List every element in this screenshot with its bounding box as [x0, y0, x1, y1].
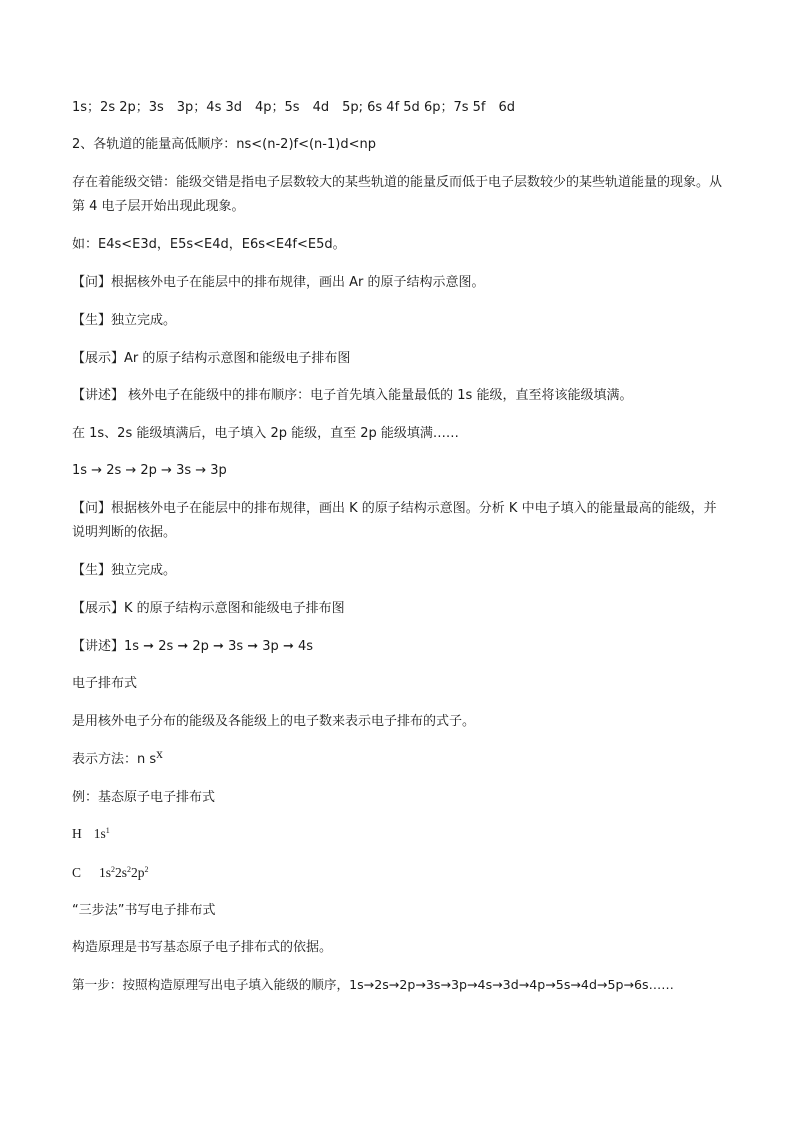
config-part: 2p [131, 865, 145, 880]
orbital-order-line: 1s；2s 2p；3s 3p；4s 3d 4p；5s 4d 5p; 6s 4f 5d 6p；7s 5f 6d [72, 100, 516, 115]
config-exponent: 2 [127, 865, 132, 874]
hydrogen-config-line [72, 822, 723, 846]
question-k-paragraph: 【问】根据核外电子在能层中的排布规律，画出 K 的原子结构示意图。分析 K 中电子填入的能量最高的能级，并说明判断的依据。 [72, 501, 717, 540]
question-ar-line: 【问】根据核外电子在能层中的排布规律，画出 Ar 的原子结构示意图。 [72, 275, 485, 290]
notation-text: 表示方法：n s [72, 752, 157, 767]
example-heading-line: 例：基态原子电子排布式 [72, 790, 216, 805]
element-symbol-h: H [72, 826, 82, 841]
notation-line [72, 748, 723, 772]
element-symbol-c: C [72, 865, 82, 880]
config-part: 2s [115, 865, 128, 880]
step-one-line: 第一步：按照构造原理写出电子填入能级的顺序，1s→2s→2p→3s→3p→4s→3d→4p→5s→4d→5p→6s…… [72, 977, 674, 992]
energy-crossing-paragraph: 存在着能级交错：能级交错是指电子层数较大的某些轨道的能量反而低于电子层数较少的某些轨道能量的现象。从第 4 电子层开始出现此现象。 [72, 175, 723, 214]
config-part: 1s [99, 865, 112, 880]
aufbau-principle-line: 构造原理是书写基态原子电子排布式的依据。 [72, 940, 333, 955]
filling-2p-line: 在 1s、2s 能级填满后，电子填入 2p 能级，直至 2p 能级填满…… [72, 426, 459, 441]
display-ar-line: 【展示】Ar 的原子结构示意图和能级电子排布图 [72, 351, 351, 366]
section-heading-electron-config: 电子排布式 [72, 676, 138, 691]
student-response-line-2: 【生】独立完成。 [72, 563, 177, 578]
ar-sequence-line: 1s → 2s → 2p → 3s → 3p [72, 463, 227, 478]
k-sequence-line: 【讲述】1s ➞ 2s ➞ 2p ➞ 3s ➞ 3p ➞ 4s [72, 639, 314, 654]
config-exponent: 2 [144, 865, 149, 874]
student-response-line: 【生】独立完成。 [72, 313, 177, 328]
energy-order-line: 2、各轨道的能量高低顺序：ns<(n-2)f<(n-1)d<np [72, 137, 376, 152]
definition-line: 是用核外电子分布的能级及各能级上的电子数来表示电子排布的式子。 [72, 714, 476, 729]
three-step-heading-line: “三步法”书写电子排布式 [72, 903, 216, 918]
lecture-filling-order-line: 【讲述】 核外电子在能级中的排布顺序：电子首先填入能量最低的 1s 能级，直至将该能级填满。 [72, 388, 633, 403]
energy-example-line: 如：E4s<E3d，E5s<E4d，E6s<E4f<E5d。 [72, 237, 346, 252]
carbon-config-line [72, 861, 723, 885]
config-exponent: 1 [105, 826, 110, 835]
notation-superscript: x [156, 746, 163, 761]
config-part: 1s [93, 826, 106, 841]
display-k-line: 【展示】K 的原子结构示意图和能级电子排布图 [72, 601, 345, 616]
config-exponent: 2 [111, 865, 116, 874]
